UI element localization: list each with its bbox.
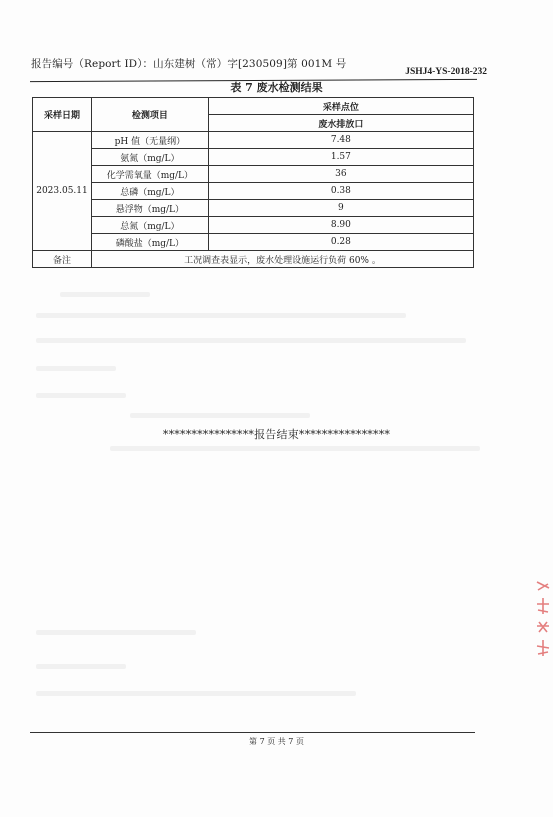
table-title: 表 7 废水检测结果 xyxy=(230,81,323,94)
test-item: pH 值（无量纲） xyxy=(91,132,208,149)
sampling-date: 2023.05.11 xyxy=(33,132,92,251)
remark-label: 备注 xyxy=(33,251,92,268)
test-value: 8.90 xyxy=(208,217,473,234)
inspection-stamp xyxy=(534,578,552,670)
wastewater-results-table xyxy=(32,97,474,268)
document-code: JSHJ4-YS-2018-232 xyxy=(405,67,487,77)
table-row xyxy=(33,183,474,200)
stamp-seal-icon xyxy=(534,578,552,670)
header-sampling-date: 采样日期 xyxy=(33,98,92,132)
report-id: 报告编号（Report ID）：山东建树（常）字[230509]第 001M 号 xyxy=(31,58,347,70)
test-value: 36 xyxy=(208,166,473,183)
test-item: 磷酸盐（mg/L） xyxy=(91,234,208,251)
test-item: 悬浮物（mg/L） xyxy=(91,200,208,217)
test-item: 总氮（mg/L） xyxy=(91,217,208,234)
table-row xyxy=(33,166,474,183)
test-value: 0.28 xyxy=(208,234,473,251)
header-wastewater-outlet: 废水排放口 xyxy=(208,115,473,132)
test-item: 总磷（mg/L） xyxy=(91,183,208,200)
table-row xyxy=(33,132,474,149)
test-value: 1.57 xyxy=(208,149,473,166)
table-row xyxy=(33,200,474,217)
table-row xyxy=(33,217,474,234)
test-item: 化学需氧量（mg/L） xyxy=(91,166,208,183)
test-value: 0.38 xyxy=(208,183,473,200)
footer-divider xyxy=(30,732,475,733)
table-row xyxy=(33,149,474,166)
test-value: 7.48 xyxy=(208,132,473,149)
remark-row xyxy=(33,251,474,268)
remark-text: 工况调查表显示，废水处理设施运行负荷 60% 。 xyxy=(91,251,473,268)
test-item: 氨氮（mg/L） xyxy=(91,149,208,166)
test-value: 9 xyxy=(208,200,473,217)
header-sampling-point: 采样点位 xyxy=(208,98,473,115)
header-test-item: 检测项目 xyxy=(91,98,208,132)
report-end-marker: ****************报告结束**************** xyxy=(162,428,391,441)
page-number: 第 7 页 共 7 页 xyxy=(249,737,304,746)
table-row xyxy=(33,234,474,251)
